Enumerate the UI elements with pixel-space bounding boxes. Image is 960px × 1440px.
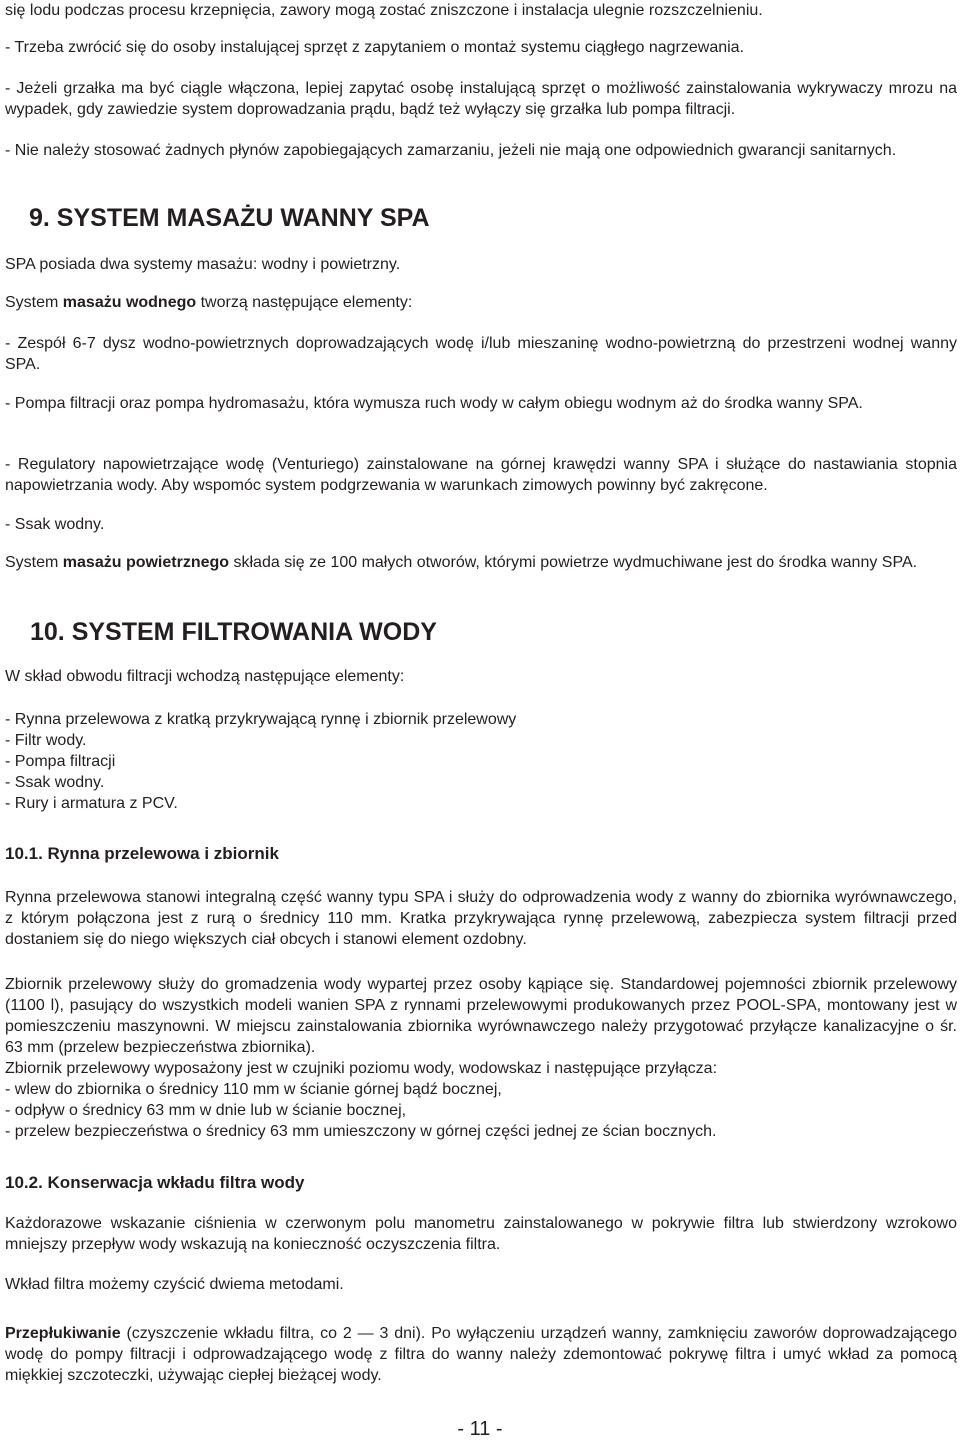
paragraph-kazdorazowe: Każdorazowe wskazanie ciśnienia w czerwonym polu manometru zainstalowanego w pokrywie filtra lub stwierdzony wzrokowo mniejszy przepływ wody wskazują na konieczność oczyszczenia filtra. (5, 1215, 957, 1253)
text: (czyszczenie wkładu filtra, co 2 — 3 dni). Po wyłączeniu urządzeń wanny, zamknięciu zaworów doprowadzającego wodę do pompy filtracji i odprowadzającego wodę z filtra do wanny należy zdemontować pokrywę filtra i umyć wkład za pomocą miękkiej szczoteczki, używając ciepłej bieżącej wody. (5, 1325, 957, 1384)
section-10-2-heading: 10.2. Konserwacja wkładu filtra wody (5, 1173, 305, 1192)
list-item: - przelew bezpieczeństwa o średnicy 63 mm umieszczony w górnej części jednej ze ścian bocznych. (5, 1123, 717, 1140)
bold-term-masaz-powietrzny: masażu powietrznego (62, 554, 230, 571)
paragraph-regulatory: - Regulatory napowietrzające wodę (Venturiego) zainstalowane na górnej krawędzi wanny SPA i służące do nastawiania stopnia napowietrzania wody. Aby wspomóc system podgrzewania w warunkach zimowych powinny być zakręcone. (5, 456, 957, 494)
paragraph-spa-dwa-systemy: SPA posiada dwa systemy masażu: wodny i powietrzny. (5, 256, 401, 273)
paragraph-przeplukiwanie (5, 1323, 957, 1386)
list-item: Zbiornik przelewowy wyposażony jest w czujniki poziomu wody, wodowskaz i następujące przyłącza: (5, 1060, 718, 1077)
text: System (5, 294, 63, 311)
section-10-heading: 10. SYSTEM FILTROWANIA WODY (30, 618, 437, 646)
paragraph-masaz-wodny (5, 292, 957, 313)
bold-term-masaz-wodny: masażu wodnego (62, 294, 197, 311)
text: System (5, 554, 63, 571)
section-10-1-heading: 10.1. Rynna przelewowa i zbiornik (5, 844, 279, 863)
bold-term-przeplukiwanie: Przepłukiwanie (5, 1325, 121, 1342)
zbiornik-connections-list (5, 1058, 957, 1142)
paragraph-zbiornik: Zbiornik przelewowy służy do gromadzenia wody wypartej przez osoby kąpiące się. Standardowej pojemności zbiornik przelewowy (1100 l), pasujący do wszystkich modeli wanien SPA z rynnami przelewowymi produkowanych przez POOL-SPA, montowany jest w pomieszczeniu maszynowni. W miejscu zainstalowania zbiornika wyrównawczego należy przygotować przyłącze kanalizacyjne o śr. 63 mm (przelew bezpieczeństwa zbiornika). (5, 976, 957, 1056)
list-item: - Pompa filtracji (5, 753, 116, 770)
list-item: - wlew do zbiornika o średnicy 110 mm w ścianie górnej bądź bocznej, (5, 1081, 502, 1098)
paragraph-nie-nalezy: - Nie należy stosować żadnych płynów zapobiegających zamarzaniu, jeżeli nie mają one odpowiednich gwarancji sanitarnych. (5, 142, 897, 159)
paragraph-wklad-filtra: Wkład filtra możemy czyścić dwiema metodami. (5, 1276, 344, 1293)
list-item: - Filtr wody. (5, 732, 87, 749)
text: tworzą następujące elementy: (196, 294, 413, 311)
page-number: - 11 - (457, 1418, 503, 1440)
list-item: - Rynna przelewowa z kratką przykrywającą rynnę i zbiornik przelewowy (5, 711, 517, 728)
paragraph-trzeba: - Trzeba zwrócić się do osoby instalującej sprzęt z zapytaniem o montaż systemu ciągłego nagrzewania. (5, 39, 745, 56)
list-item: - Rury i armatura z PCV. (5, 795, 178, 812)
text: składa się ze 100 małych otworów, którymi powietrze wydmuchiwane jest do środka wanny SPA. (229, 554, 918, 571)
paragraph-pompa: - Pompa filtracji oraz pompa hydromasażu, która wymusza ruch wody w całym obiegu wodnym aż do środka wanny SPA. (5, 395, 863, 412)
paragraph-jezeli: - Jeżeli grzałka ma być ciągle włączona, lepiej zapytać osobę instalującą sprzęt o możliwość zainstalowania wykrywaczy mrozu na wypadek, gdy zawiedzie system doprowadzania prądu, bądź też wyłączy się grzałka lub pompa filtracji. (5, 80, 957, 118)
paragraph-sklad-obwodu: W skład obwodu filtracji wchodzą następujące elementy: (5, 668, 405, 685)
paragraph-ssak: - Ssak wodny. (5, 516, 105, 533)
paragraph-masaz-powietrzny (5, 552, 957, 573)
list-item: - Ssak wodny. (5, 774, 105, 791)
paragraph-zespol-dysz: - Zespół 6-7 dysz wodno-powietrznych doprowadzających wodę i/lub mieszaninę wodno-powietrzną do przestrzeni wodnej wanny SPA. (5, 335, 957, 373)
filtration-elements-list (5, 709, 957, 814)
paragraph-intro-continuation: się lodu podczas procesu krzepnięcia, zawory mogą zostać zniszczone i instalacja ulegnie rozszczelnieniu. (5, 2, 763, 19)
list-item: - odpływ o średnicy 63 mm w dnie lub w ścianie bocznej, (5, 1102, 407, 1119)
paragraph-rynna: Rynna przelewowa stanowi integralną część wanny typu SPA i służy do odprowadzenia wody z wanny do zbiornika wyrównawczego, z którym połączona jest z rurą o średnicy 110 mm. Kratka przykrywająca rynnę przelewową, zabezpiecza system filtracji przed dostaniem się do niego większych ciał obcych i stanowi element ozdobny. (5, 889, 957, 948)
section-9-heading: 9. SYSTEM MASAŻU WANNY SPA (29, 204, 430, 232)
